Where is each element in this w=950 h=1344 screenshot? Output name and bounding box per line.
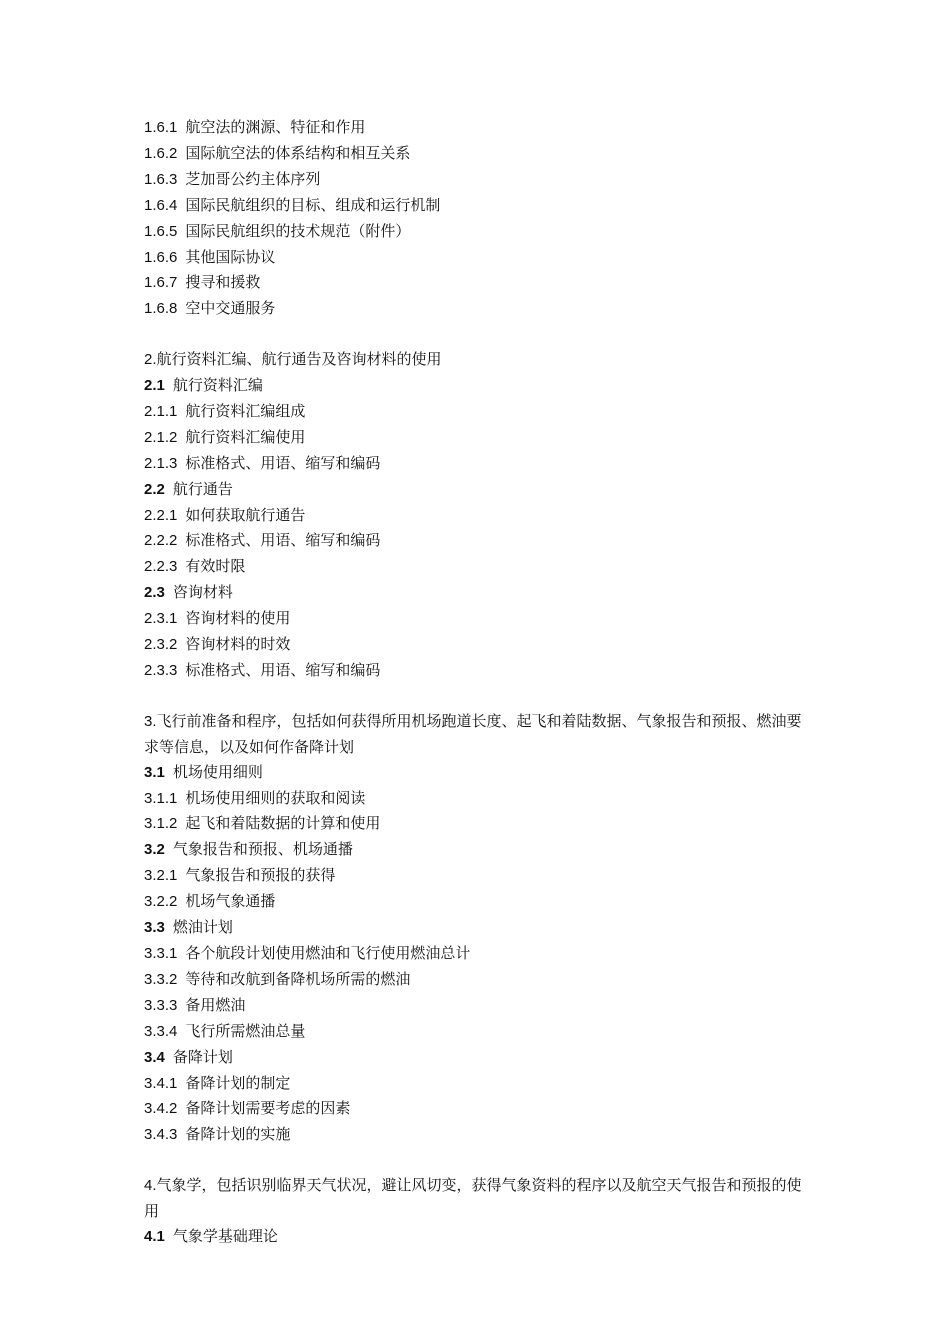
- section-4: [144, 1173, 814, 1250]
- outline-item: 2.1.2 航行资料汇编使用: [144, 427, 306, 446]
- subsection-heading: 4.1 气象学基础理论: [144, 1226, 278, 1245]
- outline-item: 3.3.4 飞行所需燃油总量: [144, 1021, 306, 1040]
- outline-item: 2.3.3 标准格式、用语、缩写和编码: [144, 661, 381, 680]
- section-heading: 3.飞行前准备和程序，包括如何获得所用机场跑道长度、起飞和着陆数据、气象报告和预报、燃油要求等信息，以及如何作备降计划: [144, 711, 802, 756]
- section-2: [144, 347, 814, 684]
- subsection-heading: 3.4 备降计划: [144, 1047, 233, 1066]
- outline-item: 1.6.5 国际民航组织的技术规范（附件）: [144, 221, 411, 240]
- outline-item: 1.6.3 芝加哥公约主体序列: [144, 169, 321, 188]
- blank-line: [144, 684, 814, 709]
- outline-item: 3.1.2 起飞和着陆数据的计算和使用: [144, 814, 381, 833]
- subsection-heading: 3.1 机场使用细则: [144, 762, 263, 781]
- outline-item: 2.3.1 咨询材料的使用: [144, 609, 291, 628]
- outline-item: 2.3.2 咨询材料的时效: [144, 635, 291, 654]
- outline-item: 1.6.8 空中交通服务: [144, 299, 276, 318]
- blank-line: [144, 1148, 814, 1173]
- outline-item: 1.6.2 国际航空法的体系结构和相互关系: [144, 143, 411, 162]
- outline-item: 2.2.1 如何获取航行通告: [144, 505, 306, 524]
- subsection-heading: 3.2 气象报告和预报、机场通播: [144, 840, 353, 859]
- outline-item: 2.1.3 标准格式、用语、缩写和编码: [144, 453, 381, 472]
- outline-item: 1.6.6 其他国际协议: [144, 247, 276, 266]
- outline-item: 3.2.2 机场气象通播: [144, 892, 276, 911]
- outline-item: 2.1.1 航行资料汇编组成: [144, 401, 306, 420]
- section-3: [144, 709, 814, 1148]
- outline-item: 3.4.3 备降计划的实施: [144, 1125, 291, 1144]
- outline-item: 3.2.1 气象报告和预报的获得: [144, 866, 336, 885]
- section-heading: 2.航行资料汇编、航行通告及咨询材料的使用: [144, 350, 442, 369]
- outline-item: 3.4.1 备降计划的制定: [144, 1073, 291, 1092]
- outline-item: 2.2.3 有效时限: [144, 557, 246, 576]
- subsection-heading: 2.2 航行通告: [144, 479, 233, 498]
- section-heading: 4.气象学，包括识别临界天气状况，避让风切变，获得气象资料的程序以及航空天气报告和预报的使用: [144, 1176, 802, 1221]
- outline-item: 3.3.1 各个航段计划使用燃油和飞行使用燃油总计: [144, 943, 471, 962]
- outline-item: 3.4.2 备降计划需要考虑的因素: [144, 1099, 351, 1118]
- document-page: [144, 115, 814, 1250]
- subsection-heading: 2.3 咨询材料: [144, 583, 233, 602]
- subsection-heading: 2.1 航行资料汇编: [144, 376, 263, 395]
- outline-item: 3.3.3 备用燃油: [144, 995, 246, 1014]
- blank-line: [144, 322, 814, 347]
- outline-item: 1.6.1 航空法的渊源、特征和作用: [144, 118, 366, 136]
- outline-item: 3.3.2 等待和改航到备降机场所需的燃油: [144, 969, 411, 988]
- subsection-heading: 3.3 燃油计划: [144, 918, 233, 937]
- outline-item: 1.6.7 搜寻和援救: [144, 273, 261, 292]
- outline-item: 3.1.1 机场使用细则的获取和阅读: [144, 788, 366, 807]
- outline-item: 1.6.4 国际民航组织的目标、组成和运行机制: [144, 195, 441, 214]
- section-1-list: [144, 115, 814, 322]
- outline-item: 2.2.2 标准格式、用语、缩写和编码: [144, 531, 381, 550]
